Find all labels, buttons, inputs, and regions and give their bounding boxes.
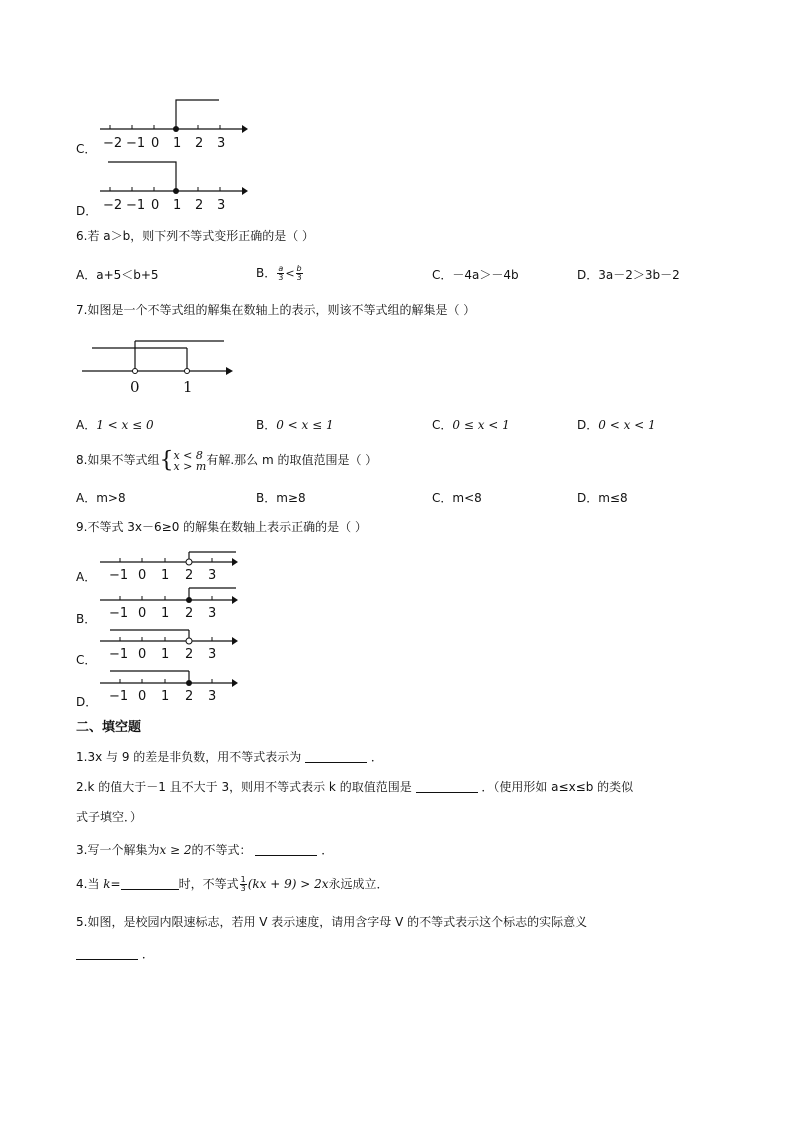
fill-q3: [76, 842, 333, 858]
inequality-system: [173, 450, 206, 472]
q7-numberline-figure: [78, 334, 243, 396]
q7-stem: 7.如图是一个不等式组的解集在数轴上的表示，则该不等式组的解集是（ ）: [76, 303, 476, 317]
fill-q4-k: k=: [103, 877, 121, 891]
left-brace: {: [159, 447, 174, 473]
option-math: 1 < x ≤ 0: [96, 418, 154, 432]
fill-q4-expression: (kx + 9) > 2x: [247, 877, 329, 891]
tick-label: −1: [126, 136, 146, 151]
option-prefix: B．: [256, 418, 277, 432]
fill-q5-line1: 5.如图，是校园内限速标志，若用 V 表示速度，请用含字母 V 的不等式表示这个标志的实际意义: [76, 915, 588, 929]
option-math: 0 < x < 1: [598, 418, 656, 432]
q5-option-c-numberline: [96, 95, 256, 157]
tick-label: −1: [109, 647, 129, 662]
option-math: 0 ≤ x < 1: [452, 418, 510, 432]
option-math: 0 < x ≤ 1: [276, 418, 334, 432]
tick-label: 0: [138, 647, 147, 662]
tick-label: 2: [185, 606, 194, 621]
tick-label: 0: [151, 198, 160, 213]
q9-option-d-numberline: [96, 669, 246, 711]
tick-label: 1: [173, 198, 182, 213]
q6-option-d: D．3a－2＞3b－2: [577, 268, 680, 282]
tick-label: 2: [195, 198, 204, 213]
answer-blank[interactable]: [76, 947, 138, 960]
q8-stem: [76, 446, 377, 474]
fill-q3-text: 3.写一个解集为: [76, 843, 160, 857]
fill-q5-end: ．: [141, 947, 154, 961]
fraction-numerator: b: [296, 264, 302, 273]
q9-option-a-numberline: [96, 548, 246, 590]
fill-q2-line2: 式子填空．）: [76, 810, 143, 824]
fill-q4-end: 永远成立．: [328, 877, 389, 891]
q5-option-c-label: C．: [76, 142, 97, 156]
q8-suffix: 有解.那么 m 的取值范围是（ ）: [206, 453, 378, 467]
option-prefix: A．: [76, 418, 97, 432]
fill-q3-end: ．: [321, 843, 334, 857]
answer-blank[interactable]: [305, 750, 367, 763]
q8-option-b: B．m≥8: [256, 491, 306, 505]
q9-stem: 9.不等式 3x－6≥0 的解集在数轴上表示正确的是（ ）: [76, 520, 367, 534]
option-prefix: D．: [577, 418, 599, 432]
section-title-fill-in: 二、填空题: [76, 720, 142, 735]
q8-prefix: 8.如果不等式组: [76, 453, 160, 467]
tick-label: 2: [185, 689, 194, 704]
q8-option-c: C．m<8: [432, 491, 482, 505]
fraction-denominator: 3: [296, 273, 302, 282]
fraction-denominator: 3: [240, 884, 246, 893]
tick-label: 1: [161, 689, 170, 704]
tick-label: 3: [208, 606, 217, 621]
tick-label: 0: [151, 136, 160, 151]
tick-label: 3: [217, 136, 226, 151]
tick-label: 3: [217, 198, 226, 213]
tick-label: 1: [161, 647, 170, 662]
tick-label: −1: [126, 198, 146, 213]
tick-label: 1: [161, 606, 170, 621]
fill-q5-line2: [76, 946, 154, 962]
q9-option-b-label: B．: [76, 612, 97, 626]
q7-option-c: [432, 416, 510, 433]
fill-q2: [76, 779, 633, 795]
tick-label: 2: [185, 568, 194, 583]
tick-label: −1: [109, 606, 129, 621]
tick-label: 1: [161, 568, 170, 583]
q5-option-d-numberline: [96, 157, 256, 219]
q5-option-d-label: D．: [76, 204, 98, 218]
fraction-denominator: 3: [278, 273, 284, 282]
q9-option-d-label: D．: [76, 695, 98, 709]
q7-option-d: [577, 416, 656, 433]
fill-q4-text-mid: 时，不等式: [178, 877, 239, 891]
tick-label: 3: [208, 568, 217, 583]
q8-option-a: A．m>8: [76, 491, 126, 505]
tick-label: 0: [138, 689, 147, 704]
q9-option-b-numberline: [96, 586, 246, 628]
tick-label: −2: [103, 136, 123, 151]
system-line-1: x < 8: [173, 448, 203, 462]
tick-label: 2: [185, 647, 194, 662]
tick-label: 2: [195, 136, 204, 151]
q8-option-d: D．m≤8: [577, 491, 628, 505]
tick-label: −1: [109, 689, 129, 704]
system-line-2: x > m: [173, 459, 207, 473]
fill-q3-text-mid: 的不等式：: [191, 843, 252, 857]
q9-option-a-label: A．: [76, 570, 97, 584]
fill-q4-text: 4.当: [76, 877, 100, 891]
tick-label: 1: [173, 136, 182, 151]
q7-option-a: [76, 416, 154, 433]
tick-label: 0: [138, 568, 147, 583]
answer-blank[interactable]: [416, 780, 478, 793]
tick-label: 3: [208, 647, 217, 662]
fraction-numerator: a: [278, 264, 284, 273]
q6-stem: 6.若 a＞b，则下列不等式变形正确的是（ ）: [76, 229, 315, 243]
fill-q2-text-cont: ．（使用形如 a≤x≤b 的类似: [481, 780, 634, 794]
tick-label: 0: [138, 606, 147, 621]
q7-option-b: [256, 416, 334, 433]
q9-option-c-label: C．: [76, 653, 97, 667]
tick-label-0: 0: [130, 378, 140, 396]
tick-label: 3: [208, 689, 217, 704]
option-prefix: B．: [256, 266, 277, 280]
fill-q1: [76, 749, 383, 765]
fill-q1-text: 1.3x 与 9 的差是非负数，用不等式表示为: [76, 750, 302, 764]
fill-q3-math: x ≥ 2: [159, 843, 192, 857]
answer-blank[interactable]: [121, 877, 179, 890]
option-prefix: C．: [432, 418, 453, 432]
q6-option-b: [256, 264, 304, 282]
tick-label: −1: [109, 568, 129, 583]
q6-option-a: A．a+5＜b+5: [76, 268, 159, 282]
q6-option-c: C．－4a＞－4b: [432, 268, 519, 282]
fill-q4: [76, 876, 389, 893]
q9-option-c-numberline: [96, 627, 246, 669]
fraction-numerator: 1: [240, 875, 246, 884]
tick-label-1: 1: [183, 378, 193, 396]
tick-label: −2: [103, 198, 123, 213]
fill-q1-end: ．: [370, 750, 383, 764]
fill-q2-text: 2.k 的值大于－1 且不大于 3，则用不等式表示 k 的取值范围是: [76, 780, 412, 794]
less-than-sign: <: [285, 267, 295, 280]
answer-blank[interactable]: [255, 843, 317, 856]
